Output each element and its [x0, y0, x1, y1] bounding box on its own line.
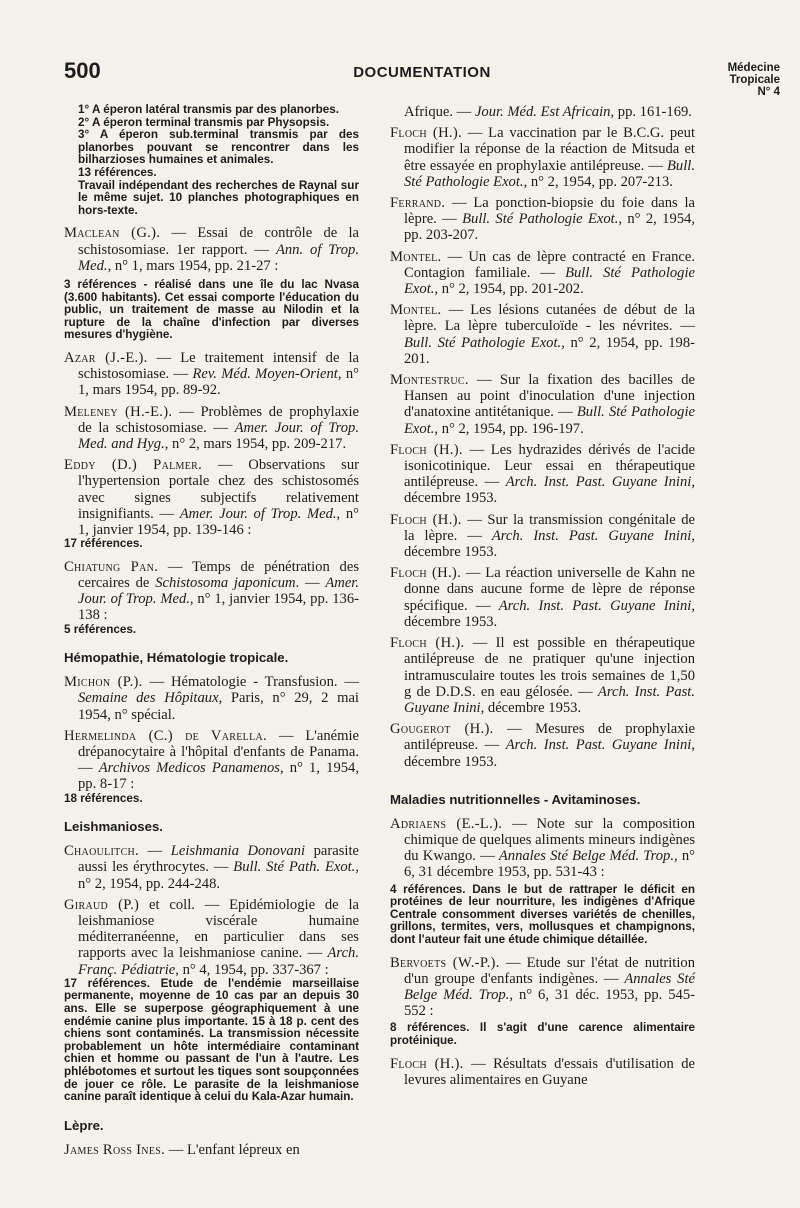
entry-author: Eddy (D.) Palmer. — [64, 457, 203, 474]
entry-author: James Ross Ines. — [64, 1141, 166, 1158]
entry-source: Amer. Jour. of Trop. Med. — [78, 574, 359, 608]
running-header — [64, 58, 780, 106]
bib-entry — [390, 249, 695, 298]
entry-title: — Problèmes de prophylaxie de la schistosomiase. — — [78, 403, 360, 436]
entry-source: Bull. Sté Pathologie Exot. — [404, 404, 696, 437]
bib-entry — [390, 635, 695, 716]
journal-reference — [728, 62, 780, 98]
entry-author: Hermelinda (C.) de Varella. — [64, 727, 267, 744]
entry-title: — La ponction-biopsie du foie dans la lèpre. — — [404, 195, 695, 228]
entry-author: Ferrand. — [390, 195, 446, 212]
intro-item-2: 2° A éperon terminal transmis par Physopsis. — [78, 115, 330, 129]
section-heading: Hémopathie, Hématologie tropicale. — [64, 650, 289, 666]
entry-title: — L'enfant lépreux en — [165, 1141, 300, 1158]
journal-line-3: N° 4 — [757, 86, 780, 98]
bib-entry — [64, 1142, 359, 1158]
entry-source: Semaine des Hôpitaux — [78, 690, 219, 707]
entry-title: Afrique. — — [404, 104, 475, 120]
bib-entry — [64, 897, 359, 978]
entry-author: Gougerot (H.). — [390, 721, 494, 738]
running-title: DOCUMENTATION — [353, 64, 491, 81]
entry-note: 8 références. Il s'agit d'une carence alimentaire protéinique. — [390, 1021, 695, 1047]
bib-entry — [390, 302, 695, 367]
entry-ref: , décembre 1953. — [404, 474, 695, 507]
bib-entry — [390, 512, 695, 561]
entry-author: Floch (H.). — [390, 1055, 464, 1072]
entry-source: Annales Sté Belge Méd. Trop. — [498, 848, 674, 865]
entry-title: — Il est possible en thérapeutique antilépreuse de ne pratiquer qu'une injection intramusculaire toutes les trois semaines de 1,50 g de D.D.S. en eau gélosée. — — [404, 635, 696, 700]
entry-author: Floch (H.). — [390, 125, 462, 142]
entry-ref: , n° 6, 31 déc. 1953, pp. 545-552 : — [404, 986, 695, 1020]
entry-source: Bull. Sté Pathologie Exot. — [404, 264, 695, 298]
bib-entry — [390, 1056, 695, 1088]
entry-title: — Observations sur l'hypertension portale chez des schistosomés avec signes subjectifs relativement insignifiants. — — [78, 457, 359, 522]
entry-author: Floch (H.). — [390, 511, 462, 528]
entry-title: — La vaccination par le B.C.G. peut modifier la réponse de la réaction de Mitsuda et être essayée en prophylaxie antilépreuse. — — [404, 125, 695, 174]
entry-ref: , n° 2, 1954, pp. 196-197. — [434, 420, 584, 437]
entry-source: Arch. Inst. Past. Guyane Inini — [505, 474, 692, 491]
entry-author: Montestruc. — [390, 372, 469, 389]
entry-note: 17 références. — [64, 537, 143, 551]
entry-source: Ann. of Trop. Med. — [78, 241, 359, 274]
entry-author: Montel. — [390, 302, 442, 319]
entry-source: Bull. Sté Path. Exot. — [233, 859, 356, 876]
entry-title: — Temps de pénétration des cercaires de — [78, 558, 359, 591]
entry-note: 17 références. Etude de l'endémie marseillaise permanente, moyenne de 10 cas par an depuis 30 ans. Elle se superpose géographiquement à une endémie canine plus importante. 15 à 18 p. cent des chiens sont contaminés. La transmission nécessite probablement un hôte intermédiaire contaminant chien et homme ou passant de l'un à l'autre. Les phlébotomes et surtout les tiques sont soupçonnées de jouer ce rôle. Le parasite de la leishmaniose canine paraît identique à celui du Kala-Azar humain. — [64, 976, 359, 1104]
entry-author: Michon (P.). — [64, 674, 143, 691]
entry-source: Jour. Méd. Est Africain — [474, 104, 611, 120]
entry-source: Amer. Jour. of Trop. Med. — [179, 505, 337, 522]
entry-ref: , Paris, n° 29, 2 mai 1954, n° spécial. — [78, 690, 359, 723]
intro-item-1: 1° A éperon latéral transmis par des planorbes. — [78, 103, 340, 116]
bib-entry — [64, 457, 359, 538]
entry-taxon: Schistosoma japonicum — [155, 574, 296, 591]
entry-title: — Essai de contrôle de la schistosomiase. 1er rapport. — — [78, 225, 359, 258]
entry-source: Amer. Jour. of Trop. Med. and Hyg. — [78, 419, 359, 452]
entry-title: — Le traitement intensif de la schistosomiase. — — [78, 349, 359, 383]
bib-entry — [64, 559, 359, 624]
entry-title: — Sur la transmission congénitale de la lèpre. — — [404, 511, 696, 544]
entry-title: — Les hydrazides dérivés de l'acide isonicotinique. Leur essai en thérapeutique antilépreuse. — — [404, 441, 695, 491]
entry-ref: , décembre 1953. — [404, 737, 695, 770]
section-heading: Leishmanioses. — [64, 819, 163, 835]
entry-ref: , décembre 1953. — [404, 527, 695, 561]
entry-source: Arch. Franç. Pédiatrie — [78, 945, 359, 978]
bib-entry — [64, 350, 359, 399]
section-heading: Lèpre. — [64, 1117, 104, 1133]
entry-note: 5 références. — [64, 622, 137, 636]
bib-entry — [64, 728, 359, 793]
bib-entry — [64, 674, 359, 723]
entry-author: Adriaens (E.-L.). — [390, 815, 503, 832]
entry-title: — L'anémie drépanocytaire à l'hôpital d'enfants de Panama. — — [78, 727, 360, 777]
entry-ref: , n° 2, mars 1954, pp. 209-217. — [164, 435, 347, 452]
page-number: 500 — [64, 58, 101, 83]
bib-entry-continued — [390, 104, 695, 120]
intro-item-3: 3° A éperon sub.terminal transmis par des planorbes pouvant se rencontrer dans les bilharzioses humaines et animales. — [78, 128, 359, 167]
section-heading: Maladies nutritionnelles - Avitaminoses. — [390, 791, 641, 807]
journal-line-2: Tropicale — [729, 74, 780, 86]
entry-author: Maclean (G.). — [64, 225, 161, 242]
entry-author: Montel. — [390, 248, 442, 265]
intro-item-5: Travail indépendant des recherches de Raynal sur le même sujet. 10 planches photographiques en hors-texte. — [78, 178, 359, 217]
entry-title: et coll. — Epidémiologie de la leishmaniose viscérale humaine méditerranéenne, en particulier dans ses rapports avec la leishmaniose canine. — — [78, 896, 359, 962]
entry-note: 4 références. Dans le but de rattraper le déficit en protéines de leur nourriture, les indigènes d'Afrique Centrale consomment diverses variétés de chenilles, grillons, termites, vers, mollusques et champignons, dont l'auteur fait une étude chimique détaillée. — [390, 882, 695, 946]
bib-entry — [390, 442, 695, 507]
entry-title: — La réaction universelle de Kahn ne donne dans aucune forme de lèpre de réponse spécifique. — — [404, 565, 695, 614]
intro-item-4: 13 références. — [78, 165, 157, 179]
entry-title: — Hématologie - Transfusion. — — [142, 674, 359, 691]
entry-author: Bervoets (W.-P.). — [390, 954, 500, 971]
bib-entry — [390, 955, 695, 1020]
entry-source: Bull. Sté Pathologie Exot. — [462, 211, 619, 228]
entry-title: — Un cas de lèpre contracté en France. Contagion familiale. — — [404, 248, 695, 281]
entry-author: Floch (H.). — [390, 635, 465, 652]
entry-ref: , n° 1, mars 1954, pp. 89-92. — [78, 366, 359, 399]
entry-ref: , n° 1, janvier 1954, pp. 136-138 : — [78, 591, 359, 624]
entry-title-cont: parasite aussi les érythrocytes. — — [78, 843, 359, 876]
entry-title: — — [139, 843, 171, 860]
entry-title: — Etude sur l'état de nutrition d'un groupe d'enfants indigènes. — — [404, 954, 695, 987]
entry-author: Giraud (P.) — [64, 896, 140, 913]
entry-source: Arch. Inst. Past. Guyane Inini — [505, 737, 692, 754]
bib-entry — [390, 372, 695, 437]
entry-ref: , n° 1, mars 1954, pp. 21-27 : — [107, 257, 279, 274]
bib-entry — [64, 225, 359, 274]
bib-entry — [390, 565, 695, 630]
entry-title: — Résultats d'essais d'utilisation de levures alimentaires en Guyane — [404, 1055, 695, 1088]
entry-ref: , n° 1, 1954, pp. 8-17 : — [78, 760, 359, 793]
entry-title: — Les lésions cutanées de début de la lèpre. La lèpre tuberculoïde - les névrites. — — [404, 302, 695, 335]
entry-title: — Note sur la composition chimique de quelques aliments mineurs indigènes du Kwango. — — [404, 815, 695, 865]
bib-entry — [390, 125, 695, 190]
bib-entry — [390, 721, 695, 770]
entry-author: Azar (J.-E.). — [64, 349, 148, 366]
entry-title-cont: . — — [295, 574, 326, 591]
entry-taxon: Leishmania Donovani — [170, 843, 306, 860]
entry-author: Chiatung Pan. — [64, 558, 159, 575]
left-column — [64, 104, 359, 1163]
entry-author: Meleney (H.-E.). — [64, 403, 173, 420]
entry-ref: , n° 6, 31 décembre 1953, pp. 531-43 : — [404, 848, 695, 881]
entry-ref: , n° 2, 1954, pp. 203-207. — [404, 211, 695, 244]
entry-source: Bull. Sté Pathologie Exot. — [404, 334, 562, 351]
entry-ref: , décembre 1953. — [404, 597, 695, 630]
entry-author: Chaoulitch. — [64, 843, 140, 860]
entry-ref: , pp. 161-169. — [610, 104, 692, 120]
journal-line-1: Médecine — [727, 62, 780, 74]
bib-entry — [390, 816, 695, 881]
entry-source: Arch. Inst. Past. Guyane Inini — [498, 597, 692, 614]
entry-source: Arch. Inst. Past. Guyane Inini — [404, 683, 696, 716]
entry-ref: , n° 2, 1954, pp. 244-248. — [78, 859, 359, 892]
entry-source: Archivos Medicos Panamenos — [98, 760, 280, 777]
entry-source: Rev. Méd. Moyen-Orient — [192, 366, 338, 383]
entry-ref: , n° 2, 1954, pp. 198-201. — [404, 334, 695, 367]
entry-ref: , décembre 1953. — [480, 699, 582, 716]
entry-ref: , n° 2, 1954, pp. 207-213. — [523, 173, 673, 190]
entry-ref: , n° 4, 1954, pp. 337-367 : — [175, 961, 329, 978]
entry-ref: , n° 2, 1954, pp. 201-202. — [434, 281, 584, 298]
entry-source: Annales Sté Belge Méd. Trop. — [404, 970, 695, 1003]
entry-title: — Mesures de prophylaxie antilépreuse. — — [404, 721, 696, 754]
bib-entry — [64, 843, 359, 892]
entry-ref: , n° 1, janvier 1954, pp. 139-146 : — [78, 505, 359, 538]
bib-entry — [390, 195, 695, 244]
entry-note: 18 références. — [64, 791, 143, 805]
entry-author: Floch (H.). — [390, 441, 463, 458]
entry-source: Bull. Sté Pathologie Exot. — [404, 157, 695, 190]
entry-author: Floch (H.). — [390, 565, 462, 582]
entry-title: — Sur la fixation des bacilles de Hansen au point d'inoculation d'une injection d'anatoxine antitétanique. — — [404, 372, 695, 421]
entry-note: 3 références - réalisé dans une île du lac Nvasa (3.600 habitants). Cet essai comporte l'éducation du public, un traitement de masse au Nilodin et la rupture de la chaîne d'infection par diverses mesures d'hygiène. — [64, 277, 359, 342]
entry-source: Arch. Inst. Past. Guyane Inini — [491, 527, 692, 544]
bib-entry — [64, 404, 359, 453]
right-column — [390, 104, 695, 1093]
